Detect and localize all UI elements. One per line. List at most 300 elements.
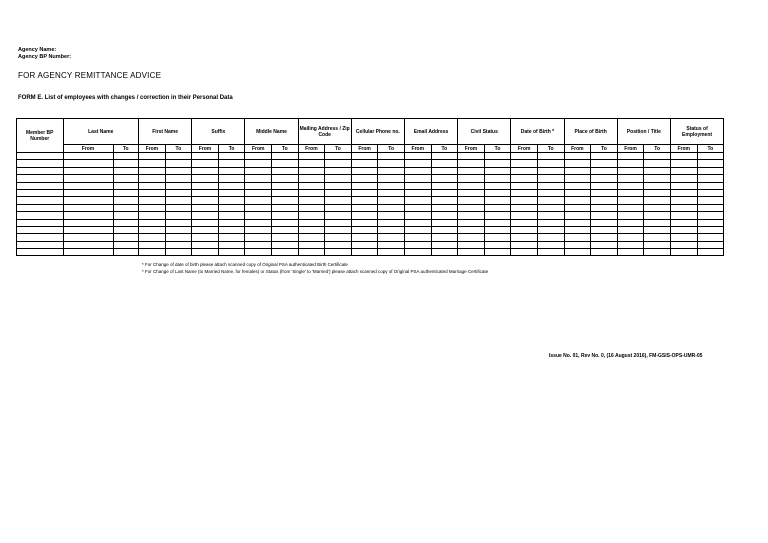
table-cell[interactable] (537, 175, 564, 182)
table-cell[interactable] (697, 167, 724, 174)
table-cell[interactable] (484, 197, 511, 204)
table-cell[interactable] (245, 234, 272, 241)
table-cell[interactable] (245, 182, 272, 189)
table-cell[interactable] (564, 167, 591, 174)
table-cell[interactable] (165, 212, 192, 219)
table-cell[interactable] (218, 189, 245, 196)
table-cell[interactable] (272, 219, 299, 226)
table-cell[interactable] (63, 234, 113, 241)
table-cell[interactable] (564, 249, 591, 256)
table-cell[interactable] (218, 249, 245, 256)
table-cell[interactable] (272, 175, 299, 182)
table-cell[interactable] (591, 226, 618, 233)
table-cell[interactable] (670, 182, 697, 189)
table-cell[interactable] (139, 197, 166, 204)
table-cell[interactable] (298, 212, 325, 219)
table-cell[interactable] (458, 219, 485, 226)
table-cell[interactable] (617, 219, 644, 226)
table-cell[interactable] (537, 241, 564, 248)
table-cell[interactable] (511, 197, 538, 204)
table-cell[interactable] (139, 204, 166, 211)
table-cell[interactable] (192, 182, 219, 189)
table-cell[interactable] (17, 204, 64, 211)
table-cell[interactable] (697, 226, 724, 233)
table-cell[interactable] (537, 226, 564, 233)
table-cell[interactable] (564, 234, 591, 241)
table-cell[interactable] (17, 182, 64, 189)
table-cell[interactable] (644, 167, 671, 174)
table-cell[interactable] (644, 189, 671, 196)
table-cell[interactable] (617, 189, 644, 196)
table-cell[interactable] (458, 249, 485, 256)
table-cell[interactable] (431, 241, 458, 248)
table-cell[interactable] (245, 241, 272, 248)
table-cell[interactable] (325, 175, 352, 182)
table-cell[interactable] (431, 204, 458, 211)
table-cell[interactable] (192, 212, 219, 219)
table-cell[interactable] (511, 160, 538, 167)
table-cell[interactable] (591, 167, 618, 174)
table-cell[interactable] (431, 160, 458, 167)
table-cell[interactable] (63, 167, 113, 174)
table-cell[interactable] (537, 153, 564, 160)
table-cell[interactable] (218, 167, 245, 174)
table-cell[interactable] (404, 197, 431, 204)
table-cell[interactable] (617, 197, 644, 204)
table-cell[interactable] (697, 175, 724, 182)
table-cell[interactable] (378, 160, 405, 167)
table-cell[interactable] (644, 249, 671, 256)
table-cell[interactable] (113, 175, 139, 182)
table-cell[interactable] (245, 160, 272, 167)
table-cell[interactable] (298, 219, 325, 226)
table-cell[interactable] (325, 234, 352, 241)
table-cell[interactable] (139, 160, 166, 167)
table-cell[interactable] (17, 189, 64, 196)
table-cell[interactable] (272, 234, 299, 241)
table-cell[interactable] (63, 226, 113, 233)
table-cell[interactable] (617, 167, 644, 174)
table-cell[interactable] (378, 219, 405, 226)
table-cell[interactable] (458, 204, 485, 211)
table-cell[interactable] (165, 189, 192, 196)
table-cell[interactable] (298, 249, 325, 256)
table-cell[interactable] (697, 160, 724, 167)
table-cell[interactable] (298, 153, 325, 160)
table-cell[interactable] (670, 234, 697, 241)
table-cell[interactable] (325, 226, 352, 233)
table-cell[interactable] (17, 197, 64, 204)
table-cell[interactable] (139, 182, 166, 189)
table-cell[interactable] (113, 212, 139, 219)
table-cell[interactable] (644, 212, 671, 219)
table-cell[interactable] (63, 153, 113, 160)
table-cell[interactable] (113, 167, 139, 174)
table-cell[interactable] (165, 182, 192, 189)
table-cell[interactable] (245, 153, 272, 160)
table-cell[interactable] (378, 204, 405, 211)
table-cell[interactable] (351, 219, 378, 226)
table-cell[interactable] (537, 197, 564, 204)
table-cell[interactable] (245, 175, 272, 182)
table-cell[interactable] (537, 160, 564, 167)
table-cell[interactable] (192, 160, 219, 167)
table-cell[interactable] (670, 219, 697, 226)
table-cell[interactable] (17, 219, 64, 226)
table-cell[interactable] (63, 204, 113, 211)
table-cell[interactable] (272, 153, 299, 160)
table-cell[interactable] (644, 153, 671, 160)
table-cell[interactable] (113, 249, 139, 256)
table-cell[interactable] (670, 241, 697, 248)
table-cell[interactable] (670, 160, 697, 167)
table-cell[interactable] (591, 189, 618, 196)
table-cell[interactable] (17, 167, 64, 174)
table-cell[interactable] (218, 212, 245, 219)
table-cell[interactable] (351, 241, 378, 248)
table-cell[interactable] (139, 153, 166, 160)
table-cell[interactable] (564, 175, 591, 182)
table-cell[interactable] (351, 160, 378, 167)
table-cell[interactable] (17, 226, 64, 233)
table-cell[interactable] (617, 204, 644, 211)
table-cell[interactable] (537, 249, 564, 256)
table-cell[interactable] (644, 234, 671, 241)
table-cell[interactable] (63, 197, 113, 204)
table-cell[interactable] (139, 234, 166, 241)
table-cell[interactable] (113, 204, 139, 211)
table-cell[interactable] (591, 160, 618, 167)
table-cell[interactable] (564, 160, 591, 167)
table-cell[interactable] (351, 234, 378, 241)
table-cell[interactable] (113, 241, 139, 248)
table-cell[interactable] (17, 234, 64, 241)
table-cell[interactable] (378, 234, 405, 241)
table-cell[interactable] (697, 153, 724, 160)
table-cell[interactable] (670, 226, 697, 233)
table-cell[interactable] (697, 249, 724, 256)
table-cell[interactable] (511, 219, 538, 226)
table-cell[interactable] (351, 226, 378, 233)
table-cell[interactable] (458, 226, 485, 233)
table-cell[interactable] (511, 153, 538, 160)
table-cell[interactable] (218, 160, 245, 167)
table-cell[interactable] (245, 226, 272, 233)
table-cell[interactable] (458, 175, 485, 182)
table-cell[interactable] (697, 189, 724, 196)
table-cell[interactable] (165, 226, 192, 233)
table-cell[interactable] (591, 241, 618, 248)
table-cell[interactable] (697, 219, 724, 226)
table-cell[interactable] (404, 175, 431, 182)
table-cell[interactable] (617, 212, 644, 219)
table-cell[interactable] (165, 241, 192, 248)
table-cell[interactable] (218, 226, 245, 233)
table-cell[interactable] (298, 197, 325, 204)
table-cell[interactable] (644, 160, 671, 167)
table-cell[interactable] (17, 153, 64, 160)
table-cell[interactable] (113, 153, 139, 160)
table-cell[interactable] (272, 160, 299, 167)
table-cell[interactable] (139, 226, 166, 233)
table-cell[interactable] (245, 167, 272, 174)
table-cell[interactable] (139, 175, 166, 182)
table-cell[interactable] (697, 182, 724, 189)
table-cell[interactable] (484, 219, 511, 226)
table-cell[interactable] (404, 226, 431, 233)
table-cell[interactable] (697, 241, 724, 248)
table-cell[interactable] (351, 212, 378, 219)
table-cell[interactable] (351, 204, 378, 211)
table-cell[interactable] (63, 249, 113, 256)
table-cell[interactable] (458, 241, 485, 248)
table-cell[interactable] (484, 153, 511, 160)
table-cell[interactable] (537, 167, 564, 174)
table-cell[interactable] (192, 234, 219, 241)
table-cell[interactable] (591, 197, 618, 204)
table-cell[interactable] (192, 241, 219, 248)
table-cell[interactable] (431, 197, 458, 204)
table-cell[interactable] (325, 249, 352, 256)
table-cell[interactable] (165, 160, 192, 167)
table-cell[interactable] (378, 167, 405, 174)
table-cell[interactable] (113, 219, 139, 226)
table-cell[interactable] (192, 219, 219, 226)
table-cell[interactable] (644, 241, 671, 248)
table-cell[interactable] (564, 226, 591, 233)
table-cell[interactable] (192, 189, 219, 196)
table-cell[interactable] (404, 234, 431, 241)
table-cell[interactable] (458, 212, 485, 219)
table-cell[interactable] (458, 160, 485, 167)
table-cell[interactable] (218, 175, 245, 182)
table-cell[interactable] (431, 234, 458, 241)
table-cell[interactable] (404, 160, 431, 167)
table-cell[interactable] (617, 226, 644, 233)
table-cell[interactable] (351, 175, 378, 182)
table-cell[interactable] (431, 182, 458, 189)
table-cell[interactable] (404, 219, 431, 226)
table-cell[interactable] (218, 204, 245, 211)
table-cell[interactable] (404, 204, 431, 211)
table-cell[interactable] (245, 212, 272, 219)
table-cell[interactable] (511, 226, 538, 233)
table-cell[interactable] (272, 212, 299, 219)
table-cell[interactable] (591, 219, 618, 226)
table-cell[interactable] (113, 182, 139, 189)
table-cell[interactable] (404, 182, 431, 189)
table-cell[interactable] (670, 204, 697, 211)
table-cell[interactable] (378, 249, 405, 256)
table-cell[interactable] (63, 182, 113, 189)
table-cell[interactable] (378, 153, 405, 160)
table-cell[interactable] (431, 212, 458, 219)
table-cell[interactable] (325, 160, 352, 167)
table-cell[interactable] (165, 219, 192, 226)
table-cell[interactable] (245, 219, 272, 226)
table-cell[interactable] (378, 175, 405, 182)
table-cell[interactable] (218, 153, 245, 160)
table-cell[interactable] (139, 167, 166, 174)
table-cell[interactable] (617, 182, 644, 189)
table-cell[interactable] (298, 226, 325, 233)
table-cell[interactable] (378, 212, 405, 219)
table-cell[interactable] (484, 234, 511, 241)
table-cell[interactable] (17, 160, 64, 167)
table-cell[interactable] (537, 212, 564, 219)
table-cell[interactable] (165, 249, 192, 256)
table-cell[interactable] (670, 249, 697, 256)
table-cell[interactable] (511, 167, 538, 174)
table-cell[interactable] (644, 204, 671, 211)
table-cell[interactable] (564, 219, 591, 226)
table-cell[interactable] (431, 226, 458, 233)
table-cell[interactable] (63, 212, 113, 219)
table-cell[interactable] (564, 182, 591, 189)
table-cell[interactable] (591, 204, 618, 211)
table-cell[interactable] (484, 175, 511, 182)
table-cell[interactable] (484, 226, 511, 233)
table-cell[interactable] (298, 175, 325, 182)
table-cell[interactable] (511, 241, 538, 248)
table-cell[interactable] (511, 212, 538, 219)
table-cell[interactable] (351, 249, 378, 256)
table-cell[interactable] (192, 197, 219, 204)
table-cell[interactable] (378, 182, 405, 189)
table-cell[interactable] (617, 153, 644, 160)
table-cell[interactable] (272, 167, 299, 174)
table-cell[interactable] (218, 182, 245, 189)
table-cell[interactable] (511, 189, 538, 196)
table-cell[interactable] (617, 160, 644, 167)
table-cell[interactable] (591, 249, 618, 256)
table-cell[interactable] (165, 197, 192, 204)
table-cell[interactable] (298, 234, 325, 241)
table-cell[interactable] (484, 212, 511, 219)
table-cell[interactable] (17, 175, 64, 182)
table-cell[interactable] (591, 234, 618, 241)
table-cell[interactable] (351, 197, 378, 204)
table-cell[interactable] (17, 249, 64, 256)
table-cell[interactable] (325, 219, 352, 226)
table-cell[interactable] (484, 167, 511, 174)
table-cell[interactable] (218, 241, 245, 248)
table-cell[interactable] (697, 204, 724, 211)
table-cell[interactable] (617, 175, 644, 182)
table-cell[interactable] (298, 204, 325, 211)
table-cell[interactable] (113, 197, 139, 204)
table-cell[interactable] (564, 197, 591, 204)
table-cell[interactable] (537, 204, 564, 211)
table-cell[interactable] (139, 249, 166, 256)
table-cell[interactable] (644, 226, 671, 233)
table-cell[interactable] (298, 182, 325, 189)
table-cell[interactable] (644, 182, 671, 189)
table-cell[interactable] (272, 204, 299, 211)
table-cell[interactable] (272, 241, 299, 248)
table-cell[interactable] (484, 241, 511, 248)
table-cell[interactable] (564, 212, 591, 219)
table-cell[interactable] (537, 234, 564, 241)
table-cell[interactable] (218, 219, 245, 226)
table-cell[interactable] (670, 197, 697, 204)
table-cell[interactable] (670, 153, 697, 160)
table-cell[interactable] (617, 234, 644, 241)
table-cell[interactable] (325, 182, 352, 189)
table-cell[interactable] (192, 226, 219, 233)
table-cell[interactable] (325, 189, 352, 196)
table-cell[interactable] (378, 197, 405, 204)
table-cell[interactable] (591, 182, 618, 189)
table-cell[interactable] (591, 175, 618, 182)
table-cell[interactable] (113, 189, 139, 196)
table-cell[interactable] (192, 167, 219, 174)
table-cell[interactable] (564, 153, 591, 160)
table-cell[interactable] (17, 212, 64, 219)
table-cell[interactable] (431, 189, 458, 196)
table-cell[interactable] (670, 167, 697, 174)
table-cell[interactable] (511, 204, 538, 211)
table-cell[interactable] (591, 212, 618, 219)
table-cell[interactable] (697, 197, 724, 204)
table-cell[interactable] (697, 212, 724, 219)
table-cell[interactable] (192, 249, 219, 256)
table-cell[interactable] (378, 226, 405, 233)
table-cell[interactable] (298, 241, 325, 248)
table-cell[interactable] (431, 153, 458, 160)
table-cell[interactable] (484, 249, 511, 256)
table-cell[interactable] (644, 219, 671, 226)
table-cell[interactable] (298, 189, 325, 196)
table-cell[interactable] (325, 212, 352, 219)
table-cell[interactable] (458, 167, 485, 174)
table-cell[interactable] (351, 153, 378, 160)
table-cell[interactable] (378, 241, 405, 248)
table-cell[interactable] (63, 160, 113, 167)
table-cell[interactable] (697, 234, 724, 241)
table-cell[interactable] (644, 197, 671, 204)
table-cell[interactable] (165, 167, 192, 174)
table-cell[interactable] (537, 189, 564, 196)
table-cell[interactable] (192, 153, 219, 160)
table-cell[interactable] (218, 197, 245, 204)
table-cell[interactable] (511, 175, 538, 182)
table-cell[interactable] (670, 212, 697, 219)
table-cell[interactable] (404, 153, 431, 160)
table-cell[interactable] (431, 167, 458, 174)
table-cell[interactable] (165, 175, 192, 182)
table-cell[interactable] (63, 175, 113, 182)
table-cell[interactable] (511, 234, 538, 241)
table-cell[interactable] (139, 241, 166, 248)
table-cell[interactable] (484, 160, 511, 167)
table-cell[interactable] (139, 219, 166, 226)
table-cell[interactable] (298, 167, 325, 174)
table-cell[interactable] (63, 189, 113, 196)
table-cell[interactable] (404, 189, 431, 196)
table-cell[interactable] (404, 241, 431, 248)
table-cell[interactable] (458, 197, 485, 204)
table-cell[interactable] (272, 189, 299, 196)
table-cell[interactable] (458, 189, 485, 196)
table-cell[interactable] (218, 234, 245, 241)
table-cell[interactable] (63, 241, 113, 248)
table-cell[interactable] (670, 175, 697, 182)
table-cell[interactable] (325, 204, 352, 211)
table-cell[interactable] (351, 167, 378, 174)
table-cell[interactable] (139, 189, 166, 196)
table-cell[interactable] (564, 241, 591, 248)
